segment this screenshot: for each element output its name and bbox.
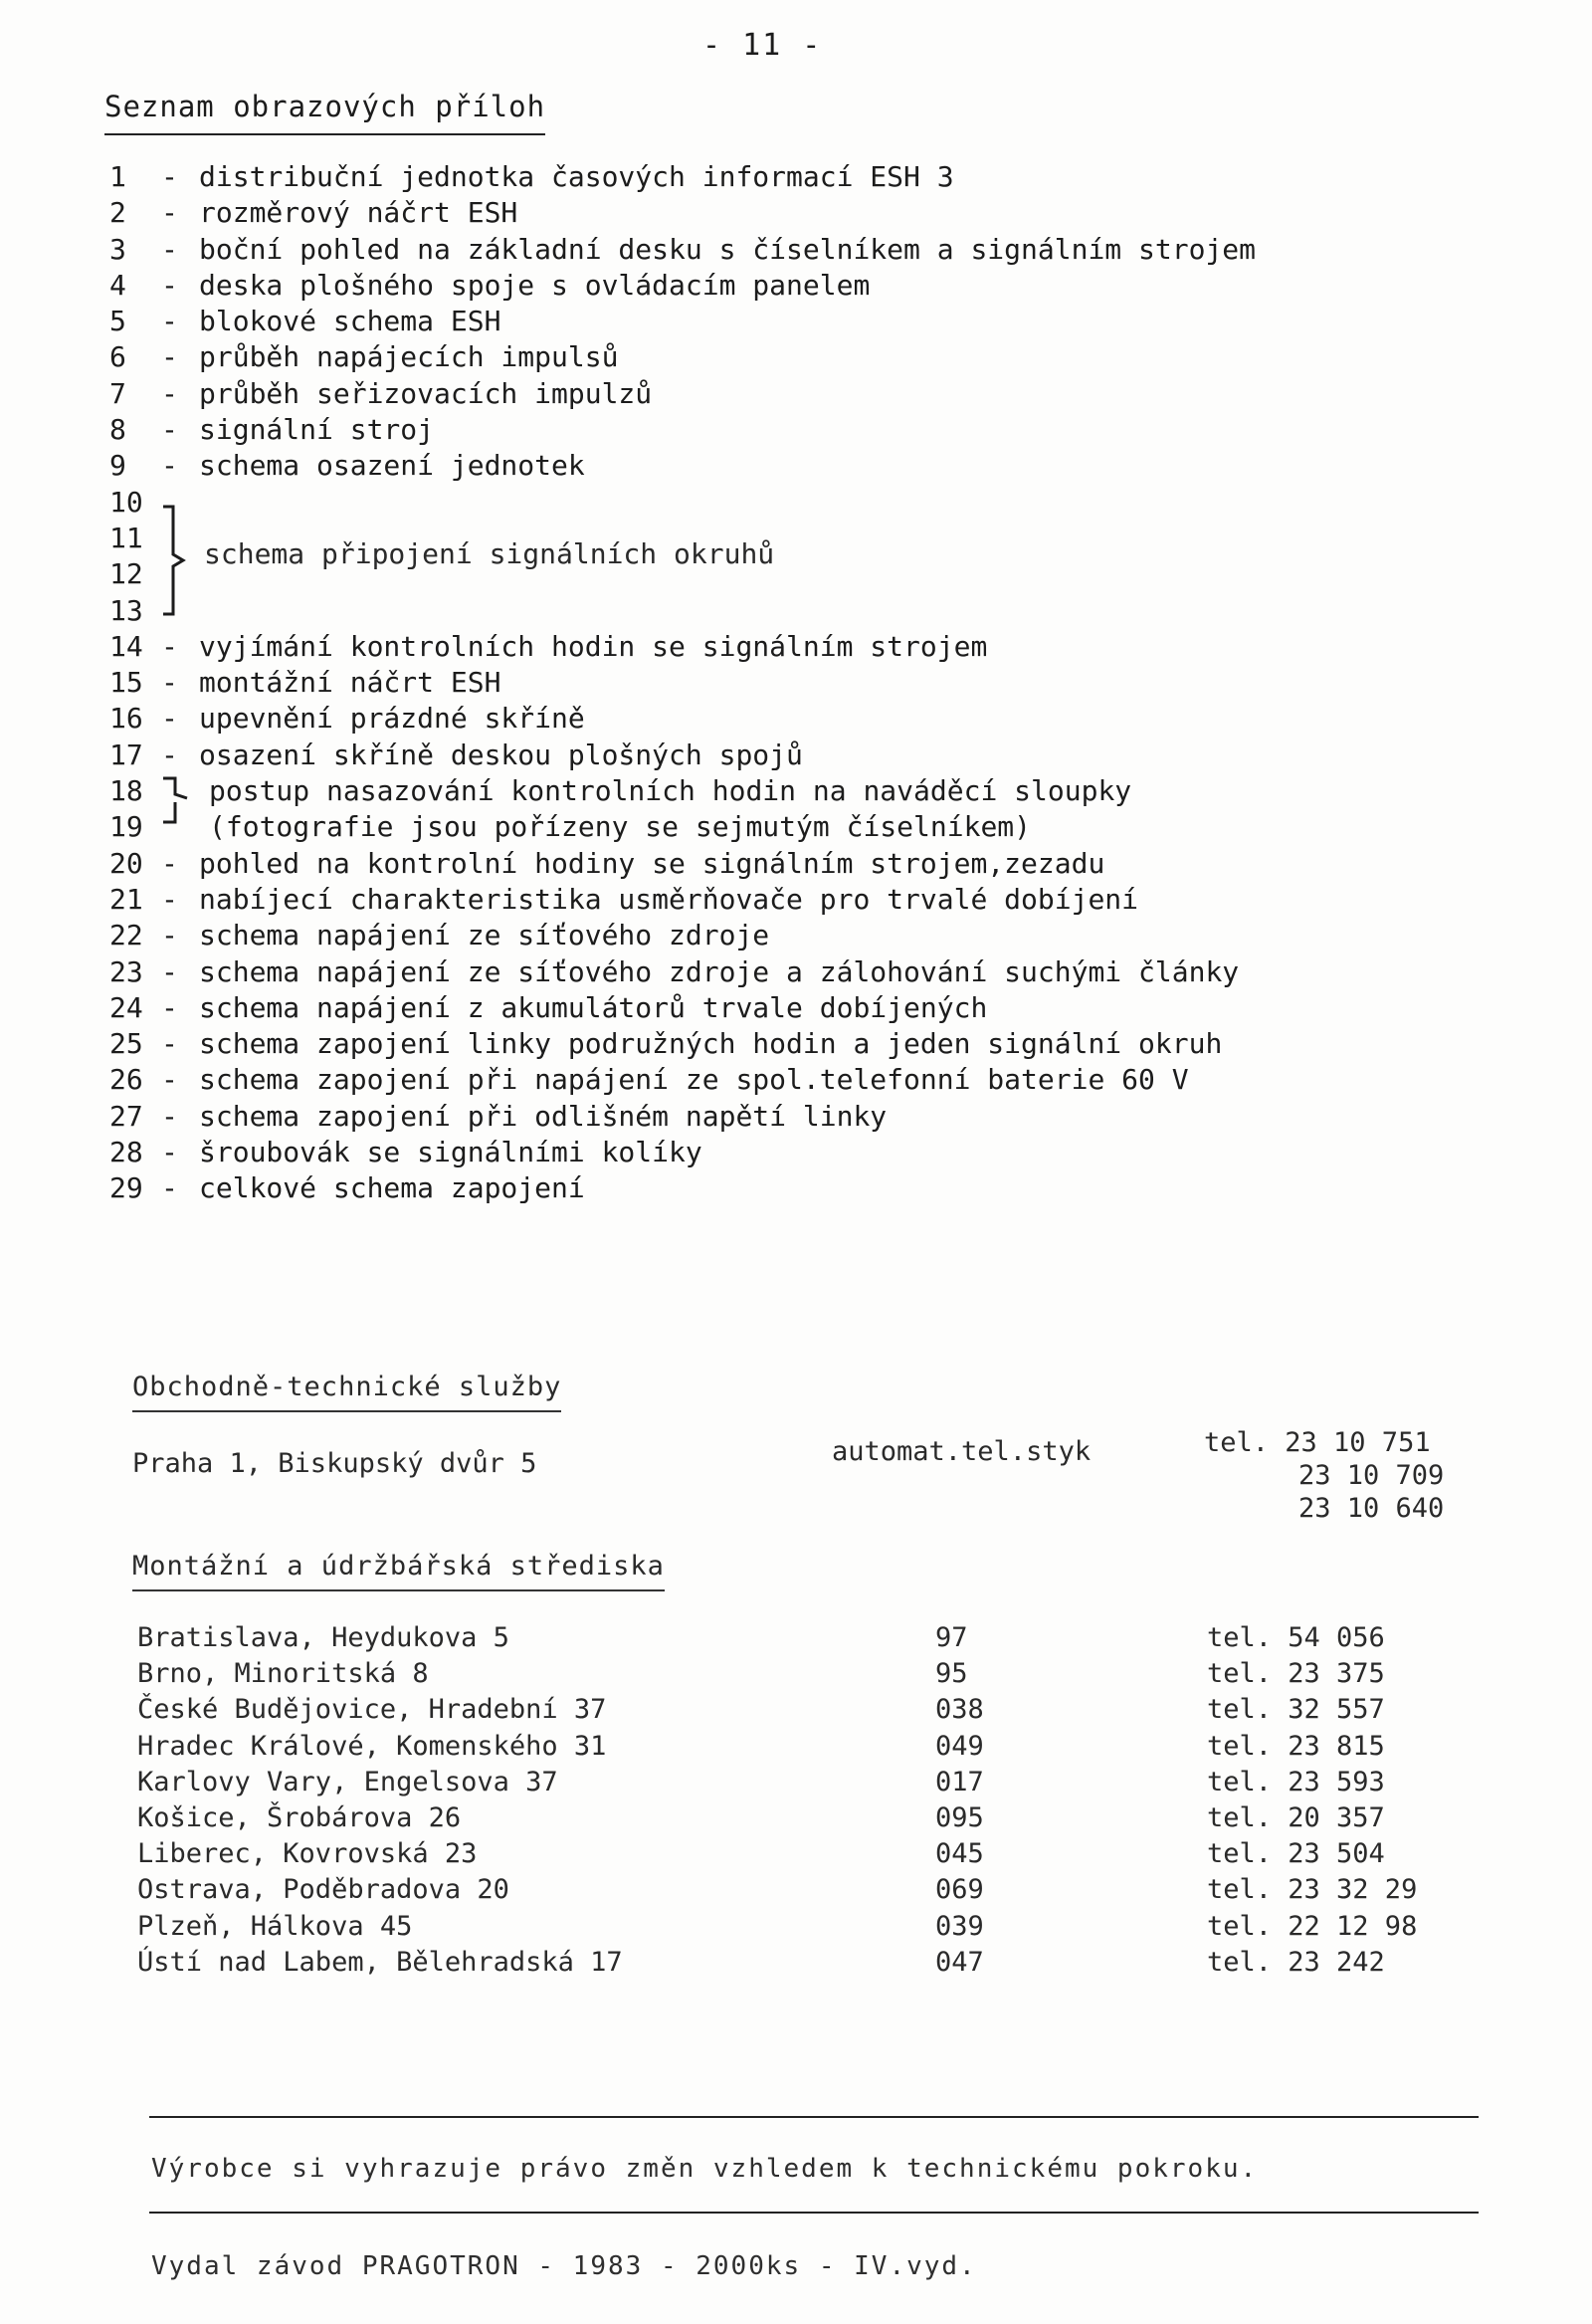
center-place: Košice, Šrobárova 26 xyxy=(137,1802,462,1833)
list-item xyxy=(109,1099,1522,1135)
list-item xyxy=(109,665,1522,701)
list-item-dash: - xyxy=(161,954,178,988)
center-row xyxy=(0,1694,1592,1730)
list-item-dash: - xyxy=(161,990,178,1024)
list-item-text: boční pohled na základní desku s číselníkem a signálním strojem xyxy=(199,232,1257,266)
center-place: Ústí nad Labem, Bělehradská 17 xyxy=(137,1946,623,1978)
list-item-text: blokové schema ESH xyxy=(199,305,501,338)
list-item-number: 6 xyxy=(109,340,126,374)
center-place: Brno, Minoritská 8 xyxy=(137,1658,429,1690)
center-tel: tel. 23 815 xyxy=(1207,1730,1385,1762)
list-item xyxy=(109,1062,1522,1098)
list-item xyxy=(109,990,1522,1026)
center-tel: tel. 23 504 xyxy=(1207,1838,1385,1870)
list-item-text: schema zapojení při napájení ze spol.telefonní baterie 60 V xyxy=(199,1063,1189,1097)
center-tel: tel. 20 357 xyxy=(1207,1802,1385,1833)
publisher-text: Vydal závod PRAGOTRON - 1983 - 2000ks - IV.vyd. xyxy=(151,2251,977,2281)
list-item-dash: - xyxy=(161,376,178,410)
list-item xyxy=(109,232,1522,268)
list-item-dash: - xyxy=(161,882,178,916)
list-item-number: 29 xyxy=(109,1171,143,1205)
center-row xyxy=(0,1767,1592,1802)
center-code: 017 xyxy=(935,1766,984,1797)
list-item xyxy=(109,629,1522,665)
centers-title: Montážní a údržbářská střediska xyxy=(132,1551,665,1591)
list-item-dash: - xyxy=(161,340,178,374)
center-tel: tel. 23 593 xyxy=(1207,1766,1385,1797)
list-item-text: (fotografie jsou pořízeny se sejmutým číselníkem) xyxy=(209,810,1032,844)
list-item xyxy=(109,846,1522,882)
list-item-text: montážní náčrt ESH xyxy=(199,666,501,700)
list-item-text: distribuční jednotka časových informací ESH 3 xyxy=(199,160,954,193)
list-item-dash: - xyxy=(161,629,178,663)
services-address: Praha 1, Biskupský dvůr 5 xyxy=(132,1448,537,1479)
list-item-number: 25 xyxy=(109,1027,143,1061)
list-item xyxy=(109,412,1522,448)
list-item xyxy=(109,376,1522,412)
services-note: automat.tel.styk xyxy=(832,1436,1092,1467)
list-item-number: 2 xyxy=(109,196,126,230)
list-item-number: 26 xyxy=(109,1063,143,1097)
services-title: Obchodně-technické služby xyxy=(132,1372,561,1412)
list-item-dash: - xyxy=(161,666,178,700)
center-tel: tel. 32 557 xyxy=(1207,1694,1385,1726)
list-item-number: 22 xyxy=(109,919,143,952)
list-item xyxy=(109,701,1522,737)
list-item xyxy=(109,485,1522,521)
list-item-text: postup nasazování kontrolních hodin na naváděcí sloupky xyxy=(209,774,1132,808)
list-item-number: 11 xyxy=(109,521,143,554)
center-place: Plzeň, Hálkova 45 xyxy=(137,1910,413,1942)
center-tel: tel. 23 32 29 xyxy=(1207,1874,1418,1906)
list-item-dash: - xyxy=(161,702,178,736)
center-code: 049 xyxy=(935,1730,984,1762)
list-item-text: pohled na kontrolní hodiny se signálním strojem,zezadu xyxy=(199,846,1105,880)
center-place: Bratislava, Heydukova 5 xyxy=(137,1622,509,1653)
list-item-text: vyjímání kontrolních hodin se signálním strojem xyxy=(199,629,988,663)
list-item xyxy=(109,159,1522,195)
list-item-text: nabíjecí charakteristika usměrňovače pro trvalé dobíjení xyxy=(199,882,1139,916)
center-row xyxy=(0,1947,1592,1983)
list-item-number: 4 xyxy=(109,268,126,302)
brace-bracket-18-19 xyxy=(159,772,199,830)
attachment-list xyxy=(109,159,1522,1207)
list-item-dash: - xyxy=(161,1171,178,1205)
list-item xyxy=(109,809,1522,845)
list-item-number: 15 xyxy=(109,666,143,700)
group-10-13-label: schema připojení signálních okruhů xyxy=(204,537,775,570)
list-item-number: 14 xyxy=(109,629,143,663)
center-code: 97 xyxy=(935,1622,968,1653)
center-code: 069 xyxy=(935,1874,984,1906)
divider-bottom xyxy=(149,2212,1479,2214)
center-place: Karlovy Vary, Engelsova 37 xyxy=(137,1766,558,1797)
list-item-number: 27 xyxy=(109,1099,143,1133)
list-item-text: upevnění prázdné skříně xyxy=(199,702,585,736)
list-item-number: 5 xyxy=(109,305,126,338)
list-item xyxy=(109,1026,1522,1062)
center-place: České Budějovice, Hradební 37 xyxy=(137,1694,607,1726)
list-item-dash: - xyxy=(161,1027,178,1061)
list-item-number: 12 xyxy=(109,557,143,591)
list-item xyxy=(109,593,1522,629)
center-code: 038 xyxy=(935,1694,984,1726)
list-item-dash: - xyxy=(161,232,178,266)
list-item-dash: - xyxy=(161,846,178,880)
list-item-number: 19 xyxy=(109,810,143,844)
center-code: 039 xyxy=(935,1910,984,1942)
list-item xyxy=(109,1170,1522,1206)
list-item-number: 8 xyxy=(109,413,126,447)
services-phone-2: 23 10 709 xyxy=(1298,1460,1445,1491)
brace-bracket xyxy=(159,503,193,620)
center-code: 047 xyxy=(935,1946,984,1978)
list-item xyxy=(109,268,1522,304)
list-item-text: průběh seřizovacích impulzů xyxy=(199,376,653,410)
list-item-number: 13 xyxy=(109,593,143,627)
list-item-text: rozměrový náčrt ESH xyxy=(199,196,518,230)
list-item-text: schema zapojení při odlišném napětí linky xyxy=(199,1099,888,1133)
center-place: Hradec Králové, Komenského 31 xyxy=(137,1730,607,1762)
center-tel: tel. 23 242 xyxy=(1207,1946,1385,1978)
list-item-dash: - xyxy=(161,305,178,338)
center-place: Liberec, Kovrovská 23 xyxy=(137,1838,478,1870)
list-item xyxy=(109,195,1522,231)
list-item-text: průběh napájecích impulsů xyxy=(199,340,619,374)
list-item xyxy=(109,738,1522,773)
list-item-dash: - xyxy=(161,1063,178,1097)
list-item-number: 10 xyxy=(109,485,143,519)
list-item-number: 17 xyxy=(109,738,143,771)
services-phone-3: 23 10 640 xyxy=(1298,1493,1445,1524)
center-tel: tel. 54 056 xyxy=(1207,1622,1385,1653)
list-item-text: šroubovák se signálními kolíky xyxy=(199,1136,702,1169)
center-code: 045 xyxy=(935,1838,984,1870)
list-item xyxy=(109,918,1522,953)
center-row xyxy=(0,1874,1592,1910)
list-item-dash: - xyxy=(161,413,178,447)
list-item-number: 21 xyxy=(109,882,143,916)
list-item-number: 24 xyxy=(109,990,143,1024)
center-row xyxy=(0,1622,1592,1658)
center-tel: tel. 23 375 xyxy=(1207,1658,1385,1690)
list-item-number: 9 xyxy=(109,449,126,483)
list-item-text: signální stroj xyxy=(199,413,435,447)
list-item-number: 7 xyxy=(109,376,126,410)
center-row xyxy=(0,1731,1592,1767)
center-place: Ostrava, Poděbradova 20 xyxy=(137,1874,509,1906)
page-number: - 11 - xyxy=(702,28,823,63)
list-item-text: schema osazení jednotek xyxy=(199,449,585,483)
center-row xyxy=(0,1911,1592,1947)
list-item-dash: - xyxy=(161,919,178,952)
list-item xyxy=(109,1135,1522,1170)
center-tel: tel. 22 12 98 xyxy=(1207,1910,1418,1942)
center-row xyxy=(0,1838,1592,1874)
notice-text: Výrobce si vyhrazuje právo změn vzhledem k technickému pokroku. xyxy=(151,2154,1259,2184)
list-item-number: 1 xyxy=(109,160,126,193)
list-item-dash: - xyxy=(161,268,178,302)
divider-top xyxy=(149,2116,1479,2118)
list-item-text: schema napájení z akumulátorů trvale dobíjených xyxy=(199,990,988,1024)
list-item-text: schema zapojení linky podružných hodin a jeden signální okruh xyxy=(199,1027,1223,1061)
list-item-text: deska plošného spoje s ovládacím panelem xyxy=(199,268,871,302)
list-item xyxy=(109,304,1522,339)
list-item-dash: - xyxy=(161,1136,178,1169)
list-item-text: schema napájení ze síťového zdroje xyxy=(199,919,770,952)
list-item-text: celkové schema zapojení xyxy=(199,1171,585,1205)
list-item-text: schema napájení ze síťového zdroje a zálohování suchými články xyxy=(199,954,1240,988)
center-code: 95 xyxy=(935,1658,968,1690)
list-item-number: 3 xyxy=(109,232,126,266)
list-item-dash: - xyxy=(161,449,178,483)
center-row xyxy=(0,1802,1592,1838)
list-item-dash: - xyxy=(161,196,178,230)
list-item-dash: - xyxy=(161,160,178,193)
list-item xyxy=(109,773,1522,809)
list-item-text: osazení skříně deskou plošných spojů xyxy=(199,738,803,771)
list-item xyxy=(109,954,1522,990)
list-item-number: 20 xyxy=(109,846,143,880)
services-phone-1: tel. 23 10 751 xyxy=(1204,1427,1431,1458)
list-item-number: 23 xyxy=(109,954,143,988)
center-code: 095 xyxy=(935,1802,984,1833)
list-item xyxy=(109,882,1522,918)
list-item-number: 18 xyxy=(109,774,143,808)
list-item-number: 16 xyxy=(109,702,143,736)
list-title: Seznam obrazových příloh xyxy=(104,90,545,135)
list-item-dash: - xyxy=(161,1099,178,1133)
list-item-number: 28 xyxy=(109,1136,143,1169)
center-row xyxy=(0,1658,1592,1694)
list-item-dash: - xyxy=(161,738,178,771)
list-item xyxy=(109,339,1522,375)
list-item xyxy=(109,448,1522,484)
